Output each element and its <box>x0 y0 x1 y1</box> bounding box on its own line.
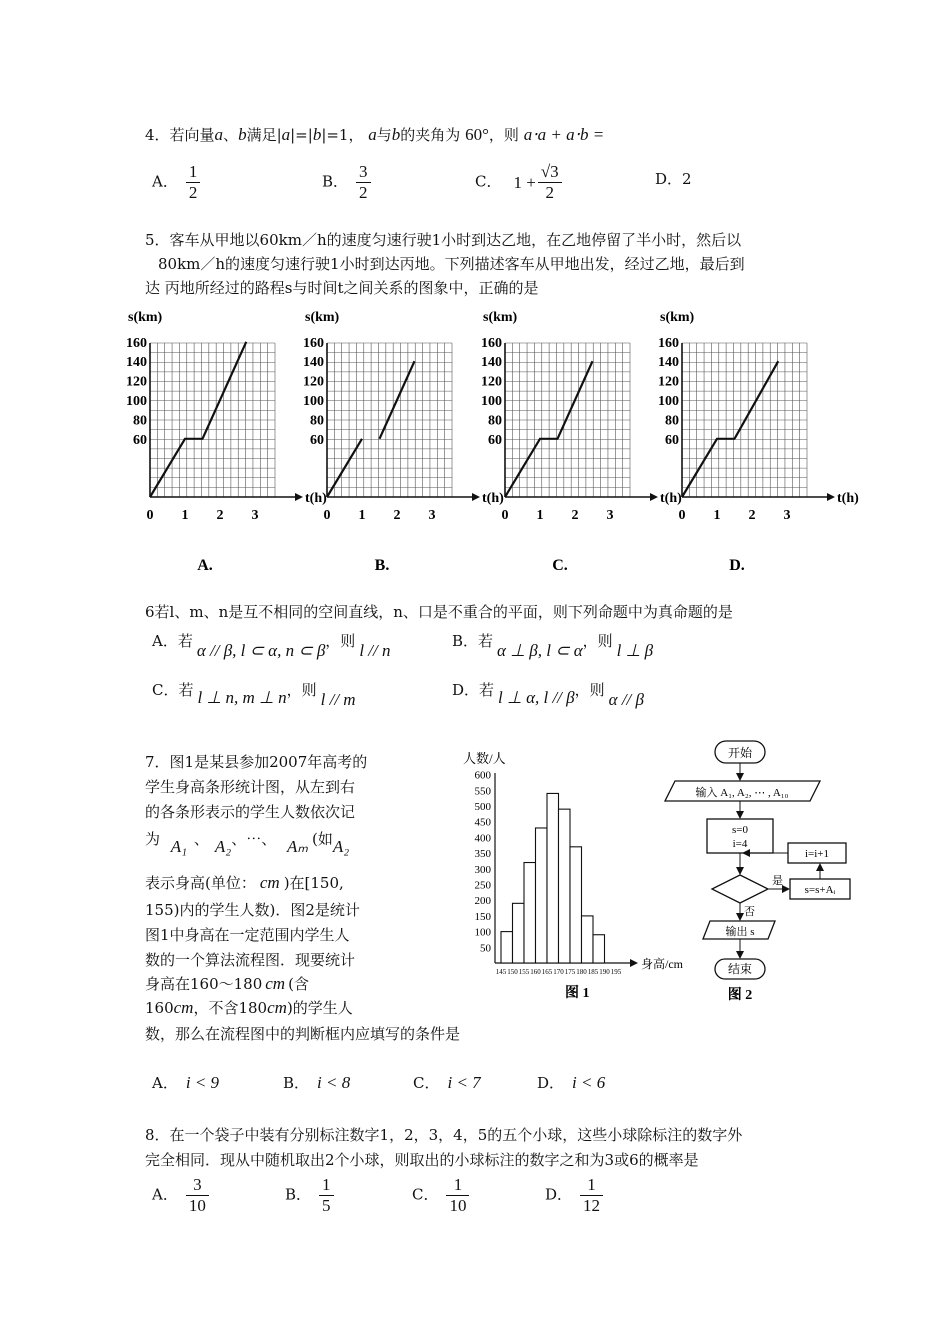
q5-graph-c <box>475 305 682 580</box>
q8-option-d[interactable]: D． $\frac{1}{12}$ <box>545 1175 603 1216</box>
graph-ytick: 100 <box>126 394 147 409</box>
graph-ytick: 60 <box>488 432 502 448</box>
fig1-ytick: 250 <box>474 879 491 892</box>
q5-graph-b <box>297 305 504 580</box>
fig1-xtick: 175 <box>564 968 576 976</box>
graph-ytick: 140 <box>126 355 147 371</box>
graph-ylabel: s(km) <box>305 310 340 325</box>
graph-xtick: 1 <box>181 508 189 523</box>
graph-xtick: 0 <box>146 508 154 523</box>
graph-xtick: 0 <box>323 508 331 523</box>
graph-xtick: 0 <box>501 508 509 523</box>
graph-ytick: 80 <box>133 413 147 429</box>
svg-text:开始: 开始 <box>727 746 753 760</box>
graph-ylabel: s(km) <box>128 310 163 325</box>
fig1-bar <box>593 935 605 963</box>
fig1-bar <box>501 932 513 963</box>
graph-ytick: 80 <box>488 413 502 429</box>
graph-ytick: 60 <box>133 432 147 448</box>
q6-option-d[interactable]: D．若 l ⊥ α, l // β，则 α // β <box>452 681 644 709</box>
graph-ytick: 120 <box>303 374 324 390</box>
fig1-bar <box>536 828 548 963</box>
fig1-ytick: 150 <box>474 910 491 923</box>
fig1-ytick: 200 <box>474 895 491 908</box>
q5-graph-a <box>120 305 327 580</box>
q8-line2: 完全相同．现从中随机取出2个小球，则取出的小球标注的数字之和为3或6的概率是 <box>145 1151 699 1169</box>
q7-line6: 155)内的学生人数)．图2是统计 <box>145 901 360 919</box>
graph-xlabel: t(h) <box>837 491 859 506</box>
fig1-bar <box>582 916 594 963</box>
q8-line1: 8．在一个袋子中装有分别标注数字1，2，3，4，5的五个小球，这些小球除标注的数字外 <box>145 1126 743 1144</box>
q4-option-b[interactable]: B． $\frac{3}{2}$ <box>322 162 371 203</box>
graph-ytick: 120 <box>481 374 502 390</box>
svg-text:是: 是 <box>772 875 783 887</box>
q7-line2: 学生身高条形统计图，从左到右 <box>145 778 356 796</box>
graph-xtick: 3 <box>428 508 436 523</box>
fig1-bar <box>547 793 559 963</box>
fig1-xtick: 155 <box>518 968 530 976</box>
svg-text:C.: C. <box>552 557 568 574</box>
fig1-xtick: 180 <box>576 968 587 976</box>
fig1-ytick: 550 <box>474 785 491 798</box>
graph-ytick: 100 <box>658 394 679 409</box>
fig1-ytick: 500 <box>474 801 491 813</box>
graph-ylabel: s(km) <box>483 310 518 325</box>
fig1-bar <box>559 809 571 963</box>
graph-ytick: 160 <box>126 335 147 351</box>
q4-option-a[interactable]: A． $\frac{1}{2}$ <box>152 162 200 203</box>
fig2-caption: 图 2 <box>727 988 753 1003</box>
fig1-ytick: 50 <box>480 942 491 955</box>
graph-xtick: 0 <box>678 508 686 523</box>
svg-text:s=s+Aᵢ: s=s+Aᵢ <box>804 884 836 896</box>
graph-ytick: 80 <box>665 413 679 429</box>
graph-ytick: 160 <box>303 335 324 351</box>
q7-line8: 数的一个算法流程图．现要统计 <box>145 951 356 969</box>
svg-text:s=0: s=0 <box>732 824 748 836</box>
svg-text:i=4: i=4 <box>732 838 748 850</box>
q7-option-d[interactable]: D． i < 6 <box>537 1073 606 1092</box>
fig1-bar <box>570 847 582 963</box>
q7-option-a[interactable]: A． i < 9 <box>152 1073 220 1092</box>
fig1-ytick: 300 <box>474 863 491 876</box>
graph-ytick: 100 <box>481 394 502 409</box>
fig1-ytick: 400 <box>474 832 491 845</box>
svg-text:结束: 结束 <box>727 962 753 976</box>
q7-line7: 图1中身高在一定范围内学生人 <box>145 926 350 944</box>
graph-xtick: 3 <box>251 508 259 523</box>
q7-option-b[interactable]: B． i < 8 <box>283 1073 351 1092</box>
svg-text:B.: B. <box>374 557 390 574</box>
q7-option-c[interactable]: C． i < 7 <box>413 1073 481 1092</box>
graph-xtick: 2 <box>216 508 224 523</box>
q8-option-a[interactable]: A． $\frac{3}{10}$ <box>152 1175 209 1216</box>
fig1-xtick: 190 <box>599 968 610 976</box>
graph-xtick: 2 <box>748 508 756 523</box>
fig1-ytick: 350 <box>474 848 491 861</box>
q7-line1: 7．图1是某县参加2007年高考的 <box>145 753 368 771</box>
q7-line9: 身高在160～180 cm (含 <box>145 974 309 993</box>
graph-xtick: 3 <box>783 508 791 523</box>
svg-text:输入 A₁, A₂, ⋯ , A₁₀: 输入 A₁, A₂, ⋯ , A₁₀ <box>695 787 789 799</box>
q6-option-c[interactable]: C．若 l ⊥ n, m ⊥ n，则 l // m <box>152 681 356 709</box>
fig1-ylabel: 人数/人 <box>463 751 506 766</box>
graph-ytick: 100 <box>303 394 324 409</box>
fig1-caption: 图 1 <box>565 986 590 1001</box>
flow-decision <box>712 875 768 903</box>
graph-ytick: 120 <box>126 374 147 390</box>
q6-option-a[interactable]: A．若 α // β, l ⊂ α, n ⊂ β，则 l // n <box>152 632 391 660</box>
graph-ytick: 140 <box>658 355 679 371</box>
fig1-xtick: 145 <box>495 968 507 976</box>
fig1-ytick: 450 <box>474 816 491 829</box>
fig1-xtick: 165 <box>541 968 553 976</box>
fig1-bar <box>513 903 525 963</box>
svg-text:i=i+1: i=i+1 <box>804 848 830 860</box>
graph-ytick: 120 <box>658 374 679 390</box>
graph-ylabel: s(km) <box>660 310 695 325</box>
q5-line3: 达 丙地所经过的路程s与时间t之间关系的图象中，正确的是 <box>145 279 539 297</box>
fig1-xtick: 150 <box>507 968 518 976</box>
q4-option-c[interactable]: C． 1 + $\frac{√3}{2}$ <box>475 162 562 203</box>
fig1-ytick: 100 <box>474 926 491 939</box>
fig1-xlabel: 身高/cm <box>641 957 683 971</box>
fig1-xtick: 195 <box>610 968 622 976</box>
svg-text:A.: A. <box>197 557 213 574</box>
q7-line3: 的各条形表示的学生人数依次记 <box>145 803 356 821</box>
q7-fig1-histogram <box>445 745 695 1005</box>
q8-option-c[interactable]: C． $\frac{1}{10}$ <box>412 1175 469 1216</box>
q7-line11: 数，那么在流程图中的判断框内应填写的条件是 <box>145 1025 461 1043</box>
q7-line10: 160cm，不含180cm)的学生人 <box>145 998 353 1017</box>
q4-option-d[interactable]: D．2 <box>655 170 692 188</box>
graph-xtick: 3 <box>606 508 614 523</box>
fig1-xtick: 160 <box>530 968 541 976</box>
graph-xlabel: t(h) <box>305 491 327 506</box>
graph-curve <box>380 361 415 439</box>
graph-xtick: 2 <box>393 508 401 523</box>
q6-stem: 6若l、m、n是互不相同的空间直线，n、口是不重合的平面，则下列命题中为真命题的是 <box>145 603 733 621</box>
svg-text:输出 s: 输出 s <box>725 926 755 938</box>
fig1-bar <box>524 863 536 963</box>
q5-line1: 5．客车从甲地以60km／h的速度匀速行驶1小时到达乙地，在乙地停留了半小时，然后以 <box>145 231 742 249</box>
graph-ytick: 60 <box>310 432 324 448</box>
graph-xtick: 1 <box>358 508 366 523</box>
graph-xlabel: t(h) <box>482 491 504 506</box>
graph-ytick: 140 <box>303 355 324 371</box>
q7-line5: 表示身高(单位： cm )在[150, <box>145 873 344 892</box>
svg-text:D.: D. <box>729 557 745 574</box>
graph-xtick: 1 <box>713 508 721 523</box>
fig1-xtick: 170 <box>553 968 564 976</box>
graph-xlabel: t(h) <box>660 491 682 506</box>
fig1-xtick: 185 <box>587 968 599 976</box>
q8-option-b[interactable]: B． $\frac{1}{5}$ <box>285 1175 334 1216</box>
graph-ytick: 140 <box>481 355 502 371</box>
graph-ytick: 160 <box>658 335 679 351</box>
graph-xtick: 2 <box>571 508 579 523</box>
svg-text:否: 否 <box>744 906 755 918</box>
q5-graph-d <box>652 305 859 580</box>
fig1-ytick: 600 <box>474 769 491 782</box>
graph-ytick: 60 <box>665 432 679 448</box>
graph-ytick: 160 <box>481 335 502 351</box>
graph-ytick: 80 <box>310 413 324 429</box>
q5-line2: 80km／h的速度匀速行驶1小时到达丙地。下列描述客车从甲地出发，经过乙地，最后到 <box>158 255 745 273</box>
q6-option-b[interactable]: B．若 α ⊥ β, l ⊂ α，则 l ⊥ β <box>452 632 654 660</box>
q7-line4: 为 A₁ 、 A₂、⋯、 Aₘ (如A₂ <box>145 830 350 856</box>
q7-fig2-flowchart <box>660 735 860 1005</box>
q4-stem: 4．若向量a、b满足|a|=|b|=1， a与b的夹角为 60°，则 a⋅a + a⋅b = <box>145 125 605 144</box>
graph-xtick: 1 <box>536 508 544 523</box>
